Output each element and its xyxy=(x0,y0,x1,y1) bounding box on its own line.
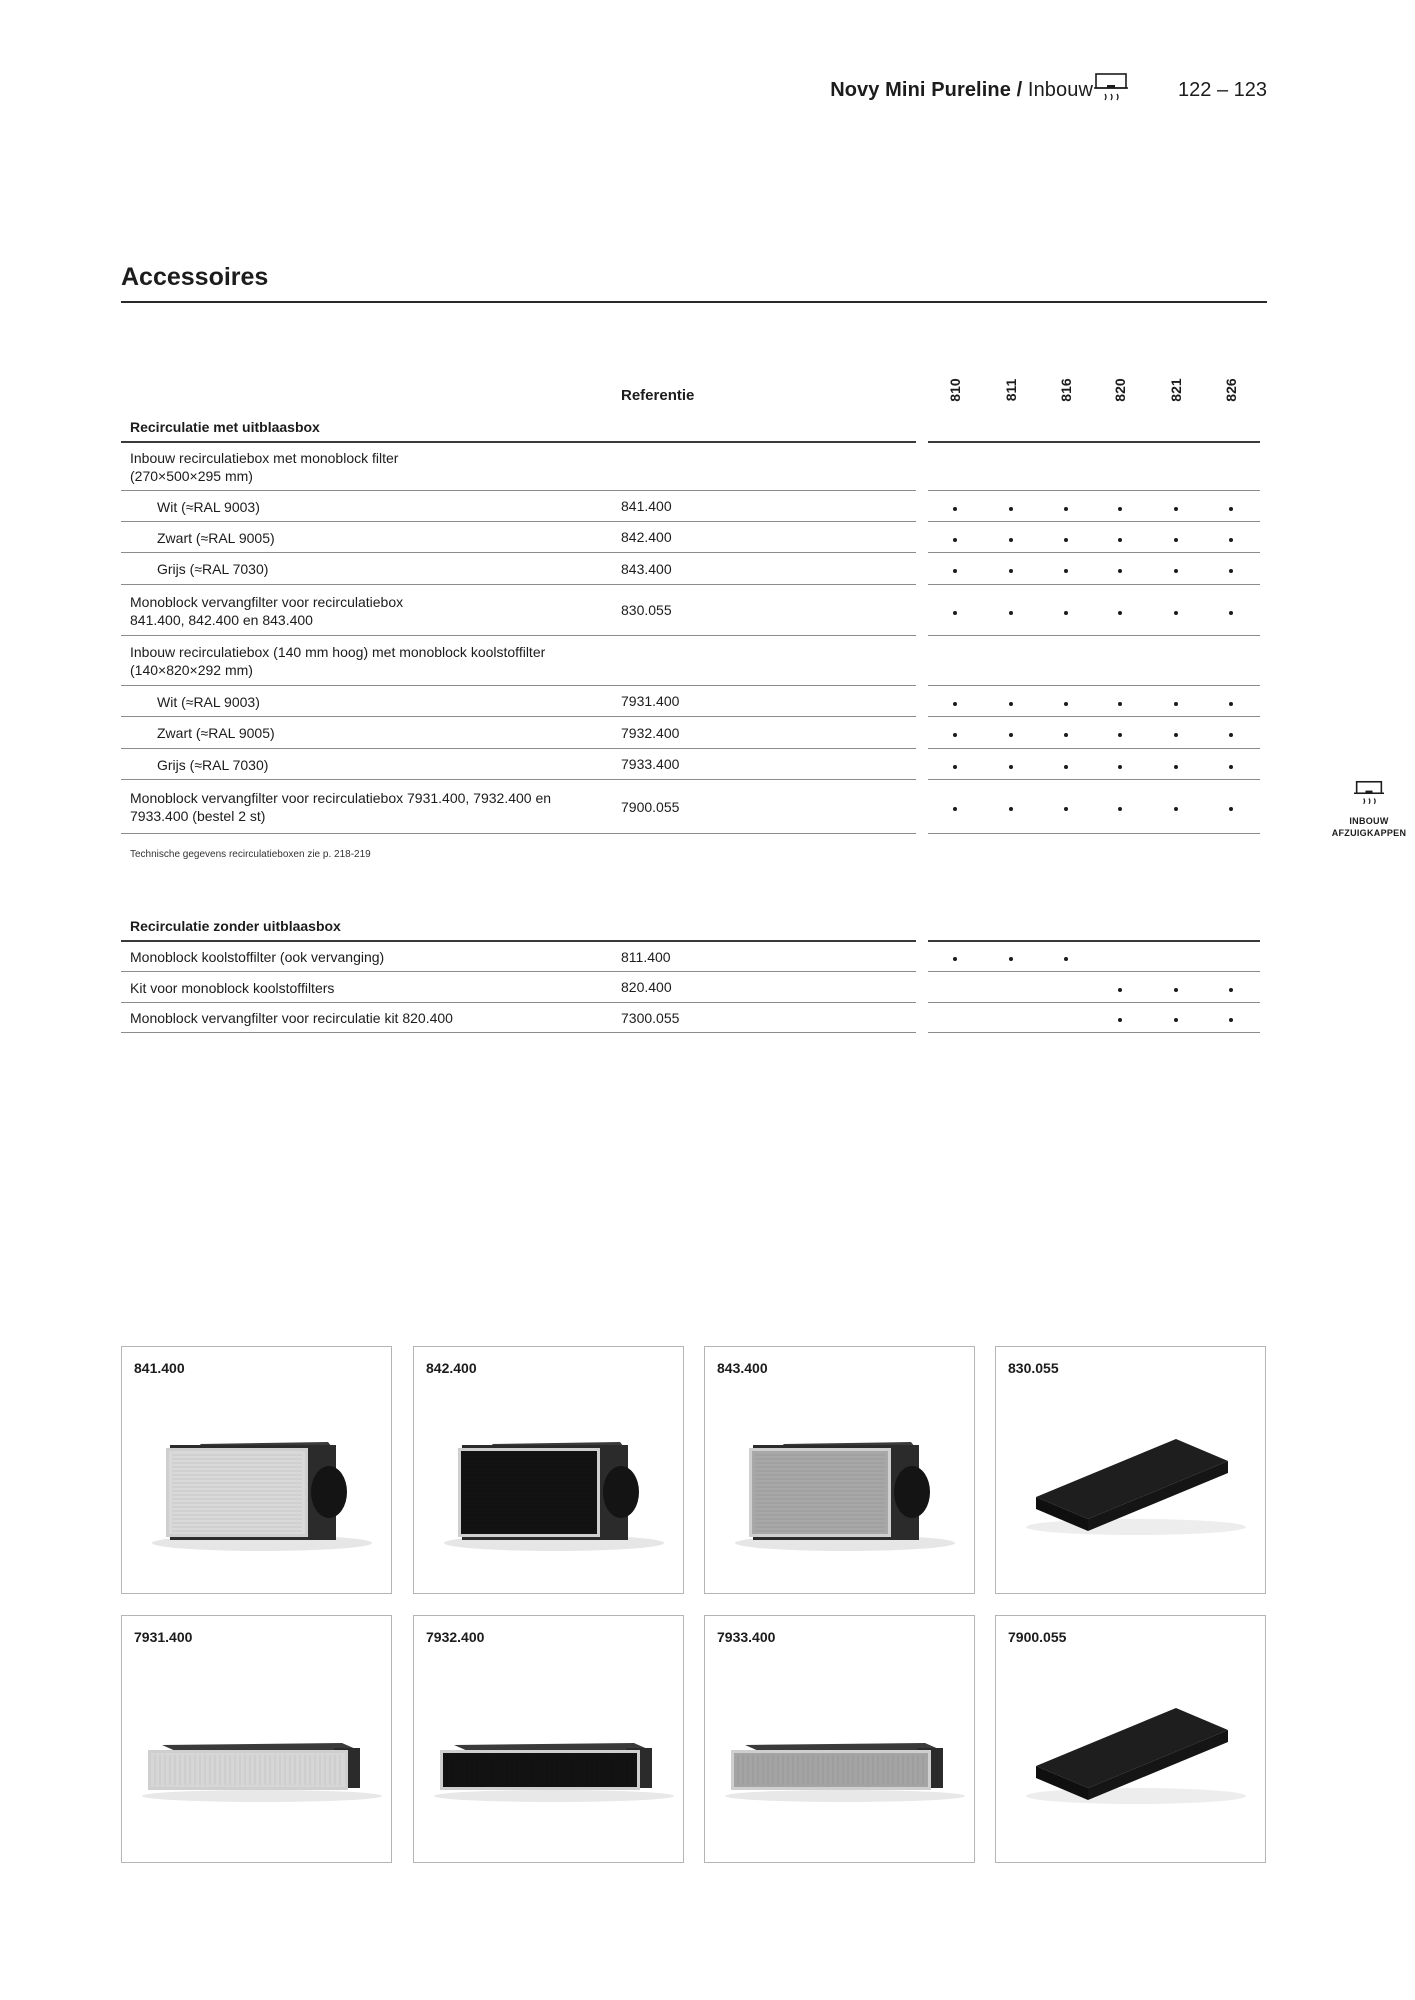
row-description: Kit voor monoblock koolstoffilters xyxy=(130,980,335,996)
compatibility-dot xyxy=(1174,1018,1178,1022)
page-numbers: 122 – 123 xyxy=(1178,79,1267,101)
filter-product-image xyxy=(996,1616,1265,1862)
product-card xyxy=(704,1346,975,1594)
row-reference: 843.400 xyxy=(621,561,672,577)
product-card xyxy=(995,1346,1266,1594)
compatibility-dot xyxy=(953,569,957,573)
row-reference: 841.400 xyxy=(621,498,672,514)
product-card xyxy=(413,1615,684,1863)
compatibility-dot xyxy=(1118,807,1122,811)
table-row xyxy=(0,636,1415,686)
compatibility-dot xyxy=(1229,538,1233,542)
compatibility-dot xyxy=(1229,733,1233,737)
compatibility-dot xyxy=(1009,807,1013,811)
table-row xyxy=(0,780,1415,834)
row-reference: 820.400 xyxy=(621,979,672,995)
recirculation-box-image xyxy=(705,1616,974,1862)
table-row xyxy=(0,686,1415,717)
compatibility-dot xyxy=(1064,538,1068,542)
compatibility-dot xyxy=(1118,733,1122,737)
built-in-hood-icon xyxy=(1094,72,1128,111)
row-reference: 7900.055 xyxy=(621,799,680,815)
compatibility-dot xyxy=(1064,569,1068,573)
compatibility-dot xyxy=(1174,507,1178,511)
group-title: Recirculatie met uitblaasbox xyxy=(130,419,320,435)
compatibility-dot xyxy=(1229,611,1233,615)
row-description: Wit (≈RAL 9003) xyxy=(157,499,260,515)
compatibility-dot xyxy=(1229,507,1233,511)
compatibility-dot xyxy=(1174,765,1178,769)
side-tab-label-line2: AFZUIGKAPPEN xyxy=(1331,828,1407,838)
compatibility-dot xyxy=(1118,507,1122,511)
product-reference-label: 7932.400 xyxy=(426,1629,485,1645)
compatibility-dot xyxy=(1009,765,1013,769)
compatibility-dot xyxy=(1009,538,1013,542)
compatibility-dot xyxy=(1174,807,1178,811)
filter-product-image xyxy=(996,1347,1265,1593)
model-header-811: 811 xyxy=(1003,378,1019,402)
section-title: Accessoires xyxy=(121,263,269,291)
compatibility-dot xyxy=(1009,957,1013,961)
section-divider xyxy=(121,301,1267,303)
row-description: Monoblock koolstoffilter (ook vervanging) xyxy=(130,949,385,965)
compatibility-dot xyxy=(953,733,957,737)
compatibility-dot xyxy=(1118,538,1122,542)
row-description: Wit (≈RAL 9003) xyxy=(157,694,260,710)
compatibility-dot xyxy=(1064,507,1068,511)
compatibility-dot xyxy=(1174,538,1178,542)
compatibility-dot xyxy=(1174,611,1178,615)
product-card xyxy=(413,1346,684,1594)
compatibility-dot xyxy=(1009,507,1013,511)
compatibility-dot xyxy=(1174,702,1178,706)
compatibility-dot xyxy=(1174,988,1178,992)
row-description: Monoblock vervangfilter voor recirculatiebox 841.400, 842.400 en 843.400 xyxy=(130,594,404,628)
model-header-826: 826 xyxy=(1223,378,1239,402)
table-row xyxy=(0,942,1415,972)
table-row xyxy=(0,522,1415,553)
product-card xyxy=(121,1615,392,1863)
model-header-816: 816 xyxy=(1058,378,1074,402)
row-reference: 7932.400 xyxy=(621,725,680,741)
row-reference: 7933.400 xyxy=(621,756,680,772)
row-divider xyxy=(928,833,1260,834)
compatibility-dot xyxy=(1064,702,1068,706)
recirculation-box-image xyxy=(122,1616,391,1862)
model-header-820: 820 xyxy=(1112,378,1128,402)
product-card xyxy=(704,1615,975,1863)
product-reference-label: 7931.400 xyxy=(134,1629,193,1645)
compatibility-dot xyxy=(953,611,957,615)
row-description: Grijs (≈RAL 7030) xyxy=(157,561,269,577)
compatibility-dot xyxy=(1118,988,1122,992)
compatibility-dot xyxy=(1118,1018,1122,1022)
model-header-810: 810 xyxy=(947,378,963,402)
compatibility-dot xyxy=(953,765,957,769)
row-reference: 811.400 xyxy=(621,949,671,965)
recirculation-box-image xyxy=(414,1347,683,1593)
compatibility-dot xyxy=(953,807,957,811)
table-row xyxy=(0,553,1415,585)
compatibility-dot xyxy=(1118,569,1122,573)
product-name: Novy Mini Pureline xyxy=(830,79,1011,101)
product-reference-label: 842.400 xyxy=(426,1360,477,1376)
row-reference: 7300.055 xyxy=(621,1010,680,1026)
compatibility-dot xyxy=(1009,569,1013,573)
compatibility-dot xyxy=(953,507,957,511)
compatibility-dot xyxy=(1229,988,1233,992)
page-header-title xyxy=(830,79,1093,102)
compatibility-dot xyxy=(1009,611,1013,615)
compatibility-dot xyxy=(953,957,957,961)
row-reference: 7931.400 xyxy=(621,693,680,709)
table-row xyxy=(0,749,1415,780)
product-reference-label: 7900.055 xyxy=(1008,1629,1067,1645)
compatibility-dot xyxy=(953,702,957,706)
model-header-821: 821 xyxy=(1168,378,1184,402)
row-description: Inbouw recirculatiebox (140 mm hoog) met monoblock koolstoffilter (140×820×292 mm) xyxy=(130,644,546,678)
compatibility-dot xyxy=(1229,1018,1233,1022)
group-title: Recirculatie zonder uitblaasbox xyxy=(130,918,341,934)
compatibility-dot xyxy=(1064,957,1068,961)
compatibility-dot xyxy=(1009,702,1013,706)
compatibility-dot xyxy=(1174,733,1178,737)
compatibility-dot xyxy=(1229,569,1233,573)
table-row xyxy=(0,717,1415,749)
recirculation-box-image xyxy=(122,1347,391,1593)
compatibility-dot xyxy=(1009,733,1013,737)
compatibility-dot xyxy=(1229,765,1233,769)
row-description: Zwart (≈RAL 9005) xyxy=(157,530,275,546)
compatibility-dot xyxy=(1118,765,1122,769)
recirculation-box-image xyxy=(414,1616,683,1862)
row-description: Inbouw recirculatiebox met monoblock filter (270×500×295 mm) xyxy=(130,450,399,484)
compatibility-dot xyxy=(1064,733,1068,737)
compatibility-dot xyxy=(1229,807,1233,811)
row-description: Monoblock vervangfilter voor recirculatiebox 7931.400, 7932.400 en 7933.400 (bestel 2 st) xyxy=(130,790,552,824)
product-category: Inbouw xyxy=(1027,79,1093,101)
row-reference: 842.400 xyxy=(621,529,672,545)
product-reference-label: 7933.400 xyxy=(717,1629,776,1645)
referentie-column-header: Referentie xyxy=(621,387,695,404)
product-card xyxy=(995,1615,1266,1863)
row-divider xyxy=(121,833,916,834)
row-description: Zwart (≈RAL 9005) xyxy=(157,725,275,741)
row-reference: 830.055 xyxy=(621,602,672,618)
recirculation-box-image xyxy=(705,1347,974,1593)
technical-data-note: Technische gegevens recirculatieboxen zie p. 218-219 xyxy=(130,849,371,860)
compatibility-dot xyxy=(1118,702,1122,706)
product-card xyxy=(121,1346,392,1594)
row-description: Monoblock vervangfilter voor recirculatie kit 820.400 xyxy=(130,1010,453,1026)
side-tab-label-line1: INBOUW xyxy=(1349,816,1389,826)
header-separator: / xyxy=(1010,79,1028,101)
compatibility-dot xyxy=(1174,569,1178,573)
table-row xyxy=(0,443,1415,491)
compatibility-dot xyxy=(1229,702,1233,706)
side-section-tab[interactable] xyxy=(1331,780,1407,839)
table-row xyxy=(0,972,1415,1003)
row-divider xyxy=(121,1032,916,1033)
compatibility-dot xyxy=(1064,807,1068,811)
row-description: Grijs (≈RAL 7030) xyxy=(157,757,269,773)
table-row xyxy=(0,585,1415,636)
compatibility-dot xyxy=(1118,611,1122,615)
product-reference-label: 841.400 xyxy=(134,1360,185,1376)
built-in-hood-icon xyxy=(1354,797,1384,814)
row-divider xyxy=(928,1032,1260,1033)
compatibility-dot xyxy=(1064,611,1068,615)
product-reference-label: 843.400 xyxy=(717,1360,768,1376)
table-row xyxy=(0,1003,1415,1033)
product-reference-label: 830.055 xyxy=(1008,1360,1059,1376)
compatibility-dot xyxy=(1064,765,1068,769)
table-row xyxy=(0,491,1415,522)
compatibility-dot xyxy=(953,538,957,542)
